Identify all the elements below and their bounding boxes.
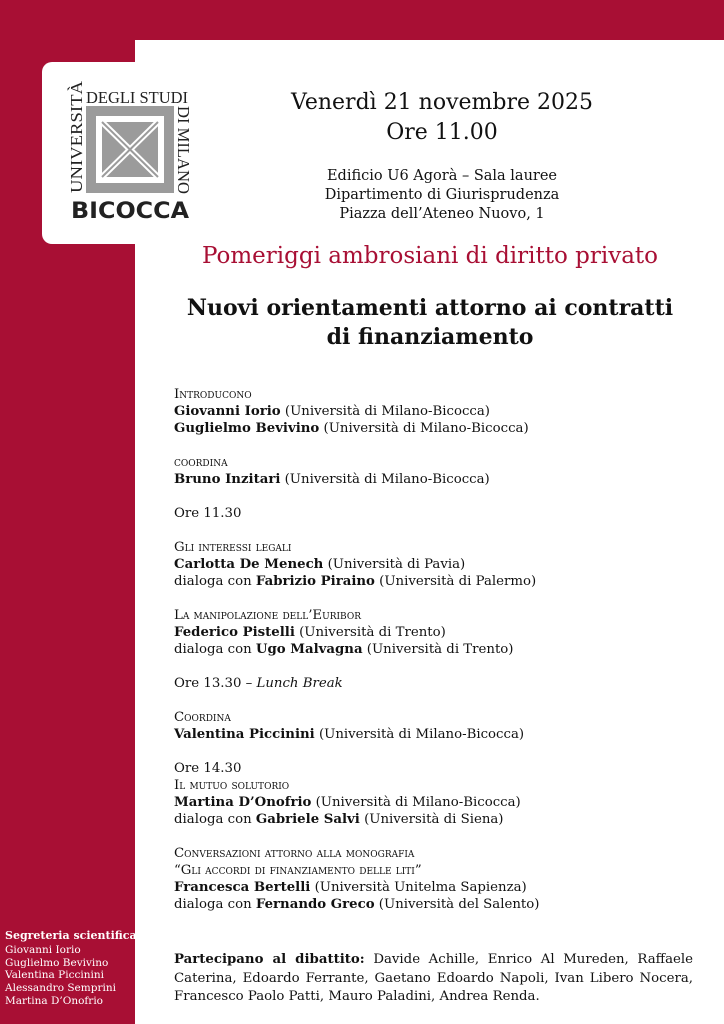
dialoga-text: dialoga con [174,812,256,827]
program-intro [174,386,694,437]
speaker-affiliation: (Università di Milano-Bicocca) [280,404,490,419]
venue-line: Dipartimento di Giurisprudenza [324,187,560,203]
program-time [174,505,694,522]
speaker-affiliation: (Università di Pavia) [323,557,466,572]
program-session [174,845,694,913]
speaker-affiliation: (Università di Milano-Bicocca) [311,795,521,810]
event-time: Ore 11.00 [386,120,498,145]
event-title [150,294,710,352]
program-session [174,539,694,590]
lunch-line [174,675,694,692]
discussant-line [174,641,694,658]
speaker-name: Carlotta De Menech [174,557,324,572]
speaker-line [174,420,694,437]
event-venue [232,167,652,224]
university-logo [42,62,216,244]
speaker-affiliation: (Università Unitelma Sapienza) [310,880,527,895]
dialoga-text: dialoga con [174,574,256,589]
time-label: Ore 11.30 [174,506,242,521]
participants-names: Davide Achille, Enrico Al Mureden, Raffaele Caterina, Edoardo Ferrante, Gaetano Edoardo Napoli, Ivan Libero Nocera, Francesco Paolo Patti, Mauro Paladini, Andrea Renda. [174,952,694,1004]
logo-text-universita: UNIVERSITÀ [67,94,86,193]
time-label: Ore 14.30 [174,761,242,776]
participants-label: Partecipano al dibattito: [174,952,365,967]
speaker-affiliation: (Università del Salento) [374,897,540,912]
section-label: Gli interessi legali [174,540,292,555]
discussant-line [174,896,694,913]
program-lunch [174,675,694,692]
speaker-line [174,879,694,896]
speaker-affiliation: (Università di Milano-Bicocca) [319,421,529,436]
speaker-line [174,471,694,488]
logo-emblem [86,106,174,193]
secretariat-member: Valentina Piccinini [5,969,104,982]
venue-line: Piazza dell’Ateneo Nuovo, 1 [339,206,545,222]
scientific-secretariat [5,929,137,1008]
speaker-affiliation: (Università di Siena) [359,812,504,827]
secretariat-member: Guglielmo Bevivino [5,956,109,969]
program-coordina [174,709,694,743]
discussant-line [174,573,694,590]
speaker-name: Guglielmo Bevivino [174,421,320,436]
speaker-name: Fernando Greco [255,897,375,912]
speaker-name: Gabriele Salvi [255,812,360,827]
program-coordina [174,454,694,488]
section-label: coordina [174,455,228,470]
lunch-label: Lunch Break [256,676,343,691]
logo-text-bicocca: BICOCCA [71,199,189,224]
speaker-affiliation: (Università di Trento) [362,642,514,657]
participants [174,951,693,1007]
speaker-affiliation: (Università di Trento) [294,625,446,640]
speaker-line [174,556,694,573]
speaker-line [174,624,694,641]
event-title-line: Nuovi orientamenti attorno ai contratti [186,295,674,321]
secretariat-title: Segreteria scientifica [5,929,137,942]
logo-text-degli-studi: DEGLI STUDI [86,88,189,107]
section-label: Il mutuo solutorio [174,778,290,793]
section-label: Coordina [174,710,231,725]
speaker-name: Valentina Piccinini [174,727,315,742]
section-label: “Gli accordi di finanziamento delle liti” [174,863,422,878]
section-label: Conversazioni attorno alla monografia [174,846,415,861]
section-label: Introducono [174,387,252,402]
speaker-affiliation: (Università di Milano-Bicocca) [314,727,525,742]
secretariat-member: Giovanni Iorio [5,943,81,956]
event-date: Venerdì 21 novembre 2025 [290,90,594,115]
speaker-name: Ugo Malvagna [255,642,363,657]
speaker-name: Bruno Inzitari [174,472,281,487]
time-label: Ore 13.30 – [174,676,257,691]
dialoga-text: dialoga con [174,897,256,912]
speaker-name: Martina D’Onofrio [174,795,312,810]
speaker-name: Francesca Bertelli [174,880,311,895]
logo-text-di-milano: DI MILANO [174,106,193,194]
speaker-line [174,726,694,743]
speaker-name: Federico Pistelli [174,625,295,640]
secretariat-member: Martina D’Onofrio [5,994,104,1007]
series-title: Pomeriggi ambrosiani di diritto privato [201,243,659,269]
speaker-line [174,794,694,811]
discussant-line [174,811,694,828]
secretariat-member: Alessandro Semprini [5,982,116,995]
speaker-affiliation: (Università di Milano-Bicocca) [280,472,490,487]
bicocca-logo-icon [42,62,216,244]
venue-line: Edificio U6 Agorà – Sala lauree [326,168,558,184]
section-label: La manipolazione dell’Euribor [174,608,361,623]
speaker-name: Giovanni Iorio [174,404,281,419]
speaker-line [174,403,694,420]
speaker-name: Fabrizio Piraino [255,574,375,589]
program [174,386,694,913]
program-session [174,607,694,658]
dialoga-text: dialoga con [174,642,256,657]
program-session [174,760,694,828]
event-title-line: di finanziamento [326,324,534,350]
speaker-affiliation: (Università di Palermo) [374,574,537,589]
